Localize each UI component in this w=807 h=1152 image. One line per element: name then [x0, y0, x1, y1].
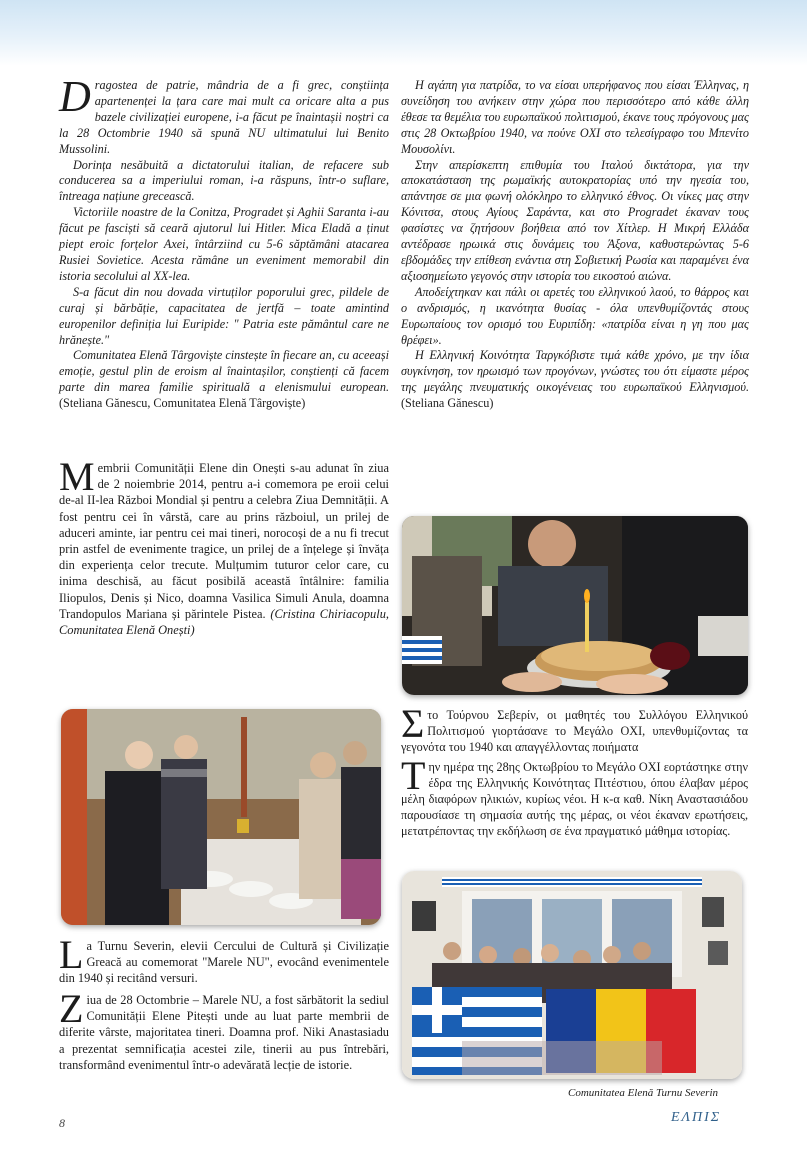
paragraph: Η Ελληνική Κοινότητα Ταργκόβιστε τιμά κάθε χρόνο, με την ίδια συγκίνηση, τον ηρωισμό των προγόνων, γνώστες του ότι είμαστε μέρος της μεγάλης πνευματικής οικογένειας του ευρωπαϊκού Ελληνισμού. (Steliana Gănescu)	[401, 348, 749, 411]
author-credit: (Steliana Gănescu, Comunitatea Elenă Târgoviște)	[59, 396, 306, 411]
article-pitesti-gr	[401, 753, 748, 839]
photo-onesti-image	[61, 709, 381, 925]
article-targoviste-ro	[59, 72, 389, 412]
paragraph: Dorința nesăbuită a dictatorului italian, de refacere sub conducerea sa a imperiului roman, i-a răspuns, într-o suflare, întreaga națiune grecească.	[59, 157, 389, 204]
drop-cap: Z	[59, 986, 84, 1031]
paragraph: Αποδείχτηκαν και πάλι οι αρετές του ελληνικού λαού, το θάρρος και ο ανδρισμός, η ικανότητα θυσίας - όλα υπενθυμίζοντάς στους Ευρωπαίους τον ορισμό του Ευριπίδη: «πατρίδα είναι η γη που μας θρέφει».	[401, 284, 749, 347]
photo-severin-image	[402, 871, 742, 1079]
article-onesti	[59, 454, 389, 638]
photo-turnu-severin-students	[402, 871, 742, 1079]
photo-onesti-gathering	[61, 709, 381, 925]
paragraph: Membrii Comunității Elene din Onești s-au adunat în ziua de 2 noiembrie 2014, pentru a-i comemora pe eroii celui de-al II-lea Război Mondial și pentru a celebra Ziua Demnității. A fost pentru cei în vârstă, care au prins războiul, un prilej de aduceri aminte, iar pentru cei mai tineri, norocoși de a nu fi trecut prin astfel de evenimente tragice, un prilej de a înțelege și învăța din experiența celor trecute. Mulțumim tuturor celor care, cu inima deschisă, au făcut posibilă această întâlnire: familia Iliopulos, Denis și Nico, doamna Vasilica Simuli Anula, doamna Trandopulos Mariana și părintele Pistea. (Cristina Chiriacopulu, Comunitatea Elenă Onești)	[59, 454, 389, 638]
paragraph: La Turnu Severin, elevii Cercului de Cultură și Civilizație Greacă au comemorat "Marele NU", evocând evenimentele din 1940 și recitând versuri.	[59, 932, 389, 986]
author-credit: (Steliana Gănescu)	[401, 396, 494, 411]
paragraph: S-a făcut din nou dovada virtuților poporului grec, pildele de curaj și bărbăție, capacitatea de jertfă – toate amintind europenilor definiția lui Euripide: " Patria este pământul care ne hrănește."	[59, 284, 389, 347]
magazine-name: ΕΛΠΙΣ	[671, 1110, 722, 1125]
drop-cap: D	[59, 72, 91, 121]
article-severin-gr	[401, 701, 748, 755]
article-severin-ro	[59, 932, 389, 987]
paragraph: Η αγάπη για πατρίδα, το να είσαι υπερήφανος που είσαι Έλληνας, η συνείδηση του ανήκειν στην χώρα που περισσότερο από κάθε άλλη έθεσε τα θεμέλια του ευρωπαϊκού πολιτισμού, έκανε τους πρόγονους μας στις 28 Οκτωβρίου 1940, να πούνε ΟΧΙ στο τελεσίγραφο του Μπενίτο Μουσολίνι.	[401, 78, 749, 156]
paragraph: Victoriile noastre de la Conitza, Progradet și Aghii Saranta i-au făcut pe fasciști să ceară ajutorul lui Hitler. Mica Eladă a ținut piept eroic forțelor Axei, întârziind cu 5-6 săptămâni atacarea Rusiei Sovietice. Acesta rămâne un eveniment memorabil din istoria secolului al XX-lea.	[59, 205, 389, 283]
page-number: 8	[59, 1116, 65, 1130]
paragraph: Ziua de 28 Octombrie – Marele NU, a fost sărbătorit la sediul Comunității Elene Pitești unde au luat parte membrii de diferite vârste, majoritatea tineri. Doamna prof. Niki Anastasiadu a prezentat semnificația acestei zile, tinerii au pus întrebări, transformând evenimentul într-o adevărată lecție de istorie.	[59, 986, 389, 1072]
photo-cake-image	[402, 516, 748, 695]
header-band	[0, 0, 807, 66]
paragraph: Στο Τούρνου Σεβερίν, οι μαθητές του Συλλόγου Ελληνικού Πολιτισμού γιορτάσανε το Μεγάλο ΟΧΙ, υπενθυμίζοντας τα γεγονότα του 1940 και απαγγέλλοντας ποιήματα	[401, 701, 748, 754]
drop-cap: Σ	[401, 701, 425, 746]
author-credit: (Cristina Chiriacopulu, Comunitatea Elenă Onești)	[59, 606, 389, 638]
paragraph: Comunitatea Elenă Târgoviște cinstește în fiecare an, cu aceeași emoție, gestul plin de eroism al înaintașilor, conștienți că facem parte din marea familie spirituală a elenismului european. (Steliana Gănescu, Comunitatea Elenă Târgoviște)	[59, 348, 389, 411]
drop-cap: L	[59, 932, 84, 977]
paragraph: Την ημέρα της 28ης Οκτωβρίου το Μεγάλο ΟΧΙ εορτάστηκε στην έδρα της Ελληνικής Κοινότητας Πιτέστιου, όπου έλαβαν μέρος μέλη διαφόρων ηλικιών, κυρίως νέοι. Η κ-α καθ. Νίκη Αναστασιάδου παρουσίασε τη σημασία αυτής της μέρας, οι νέοι έκαναν ερωτήσεις, μετατρέποντας την εκδήλωση σε ένα πραγματικό μάθημα ιστορίας.	[401, 753, 748, 838]
article-targoviste-gr	[401, 78, 749, 412]
drop-cap: M	[59, 454, 95, 499]
photo-cake-candle	[402, 516, 748, 695]
photo-caption: Comunitatea Elenă Turnu Severin	[568, 1087, 719, 1099]
drop-cap: Τ	[401, 753, 426, 798]
article-pitesti-ro	[59, 986, 389, 1073]
paragraph: Στην απερίσκεπτη επιθυμία του Ιταλού δικτάτορα, για την αποκατάσταση της ρωμαϊκής αυτοκρατορίας υπό την ηγεσία του, απάντησε σε μια φωνή ολόκληρο το ελληνικό έθνος. Οι νίκες μας στην Κόνιτσα, στους Αγίους Σαράντα, και στο Progradet έκαναν τους φασίστες να ζητήσουν βοήθεια από τον Χίτλερ. Η Μικρή Ελλάδα αντέδρασε ηρωικά στις δυνάμεις του Άξονα, καθυστερώντας 5-6 εβδομάδες την επίθεση ενάντια στη Σοβιετική Ρωσία και παραμένει ένα αξιοσημείωτο γεγονός στην ιστορία του εικοστού αιώνα.	[401, 157, 749, 283]
paragraph: Dragostea de patrie, mândria de a fi grec, conștiința apartenenței la țara care mai mult ca oricare alta a pus bazele civilizației europene, i-a făcut pe înaintașii noștri ca la 28 Octombrie 1940 să spună NU ultimatului lui Benito Mussolini.	[59, 72, 389, 156]
